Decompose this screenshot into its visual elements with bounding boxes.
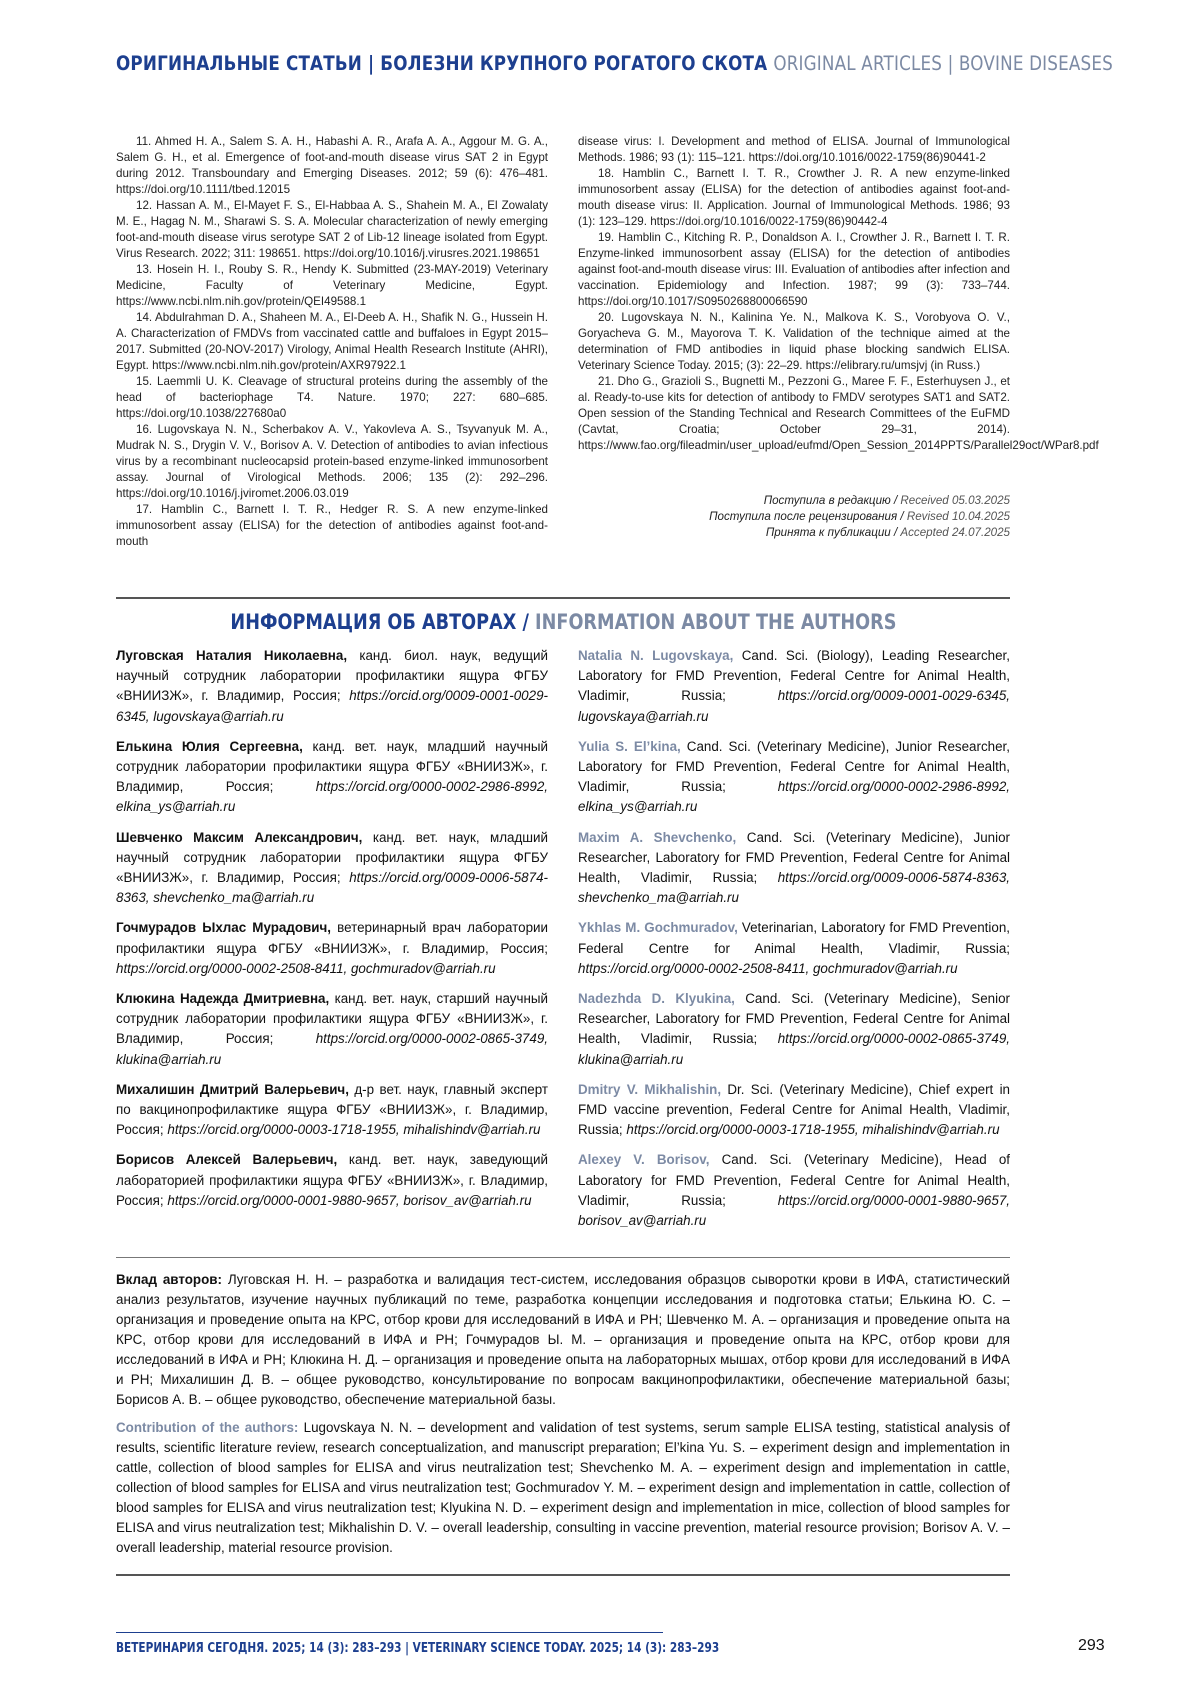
author-en-1: Natalia N. Lugovskaya, Cand. Sci. (Biology), Leading Researcher, Laboratory for FMD Prevention, Federal Centre for Animal Health, Vladimir, Russia; https://orcid.org/0009-0001-0029-6345, lugovskaya@arriah.ru (578, 648, 1010, 724)
reference-14: 14. Abdulrahman D. A., Shaheen M. A., El-Deeb A. H., Shafik N. G., Hussein H. A. Characterization of FMDVs from vaccinated cattle and buffaloes in Egypt 2015–2017. Submitted (20-NOV-2017) Virology, Animal Health Research Institute (AHRI), Egypt. https://www.ncbi.nlm.nih.gov/protein/AXR97922.1 (116, 311, 548, 372)
references-left-column (116, 134, 548, 550)
reference-21: 21. Dho G., Grazioli S., Bugnetti M., Pezzoni G., Maree F. F., Esterhuysen J., et al. Ready-to-use kits for detection of antibody to FMDV serotypes SAT1 and SAT2. Open session of the Standing Technical and Research Committees of the EuFMD (Cavtat, Croatia; October 29–31, 2014). https://www.fao.org/fileadmin/user_upload/eufmd/Open_Session_2014PPTS/Parallel29oct/WPar8.pdf (578, 375, 1099, 452)
section-divider-top (116, 597, 1010, 599)
author-en-6: Dmitry V. Mikhalishin, Dr. Sci. (Veterinary Medicine), Chief expert in FMD vaccine prevention, Federal Centre for Animal Health, Vladimir, Russia; https://orcid.org/0000-0003-1718-1955, mihalishindv@arriah.ru (578, 1081, 1010, 1138)
contribution-ru-label: Вклад авторов: (116, 1272, 222, 1287)
author-en-2: Yulia S. El’kina, Cand. Sci. (Veterinary Medicine), Junior Researcher, Laboratory for FMD Prevention, Federal Centre for Animal Health, Vladimir, Russia; https://orcid.org/0000-0002-2986-8992, elkina_ys@arriah.ru (578, 738, 1010, 815)
journal-footer: ВЕТЕРИНАРИЯ СЕГОДНЯ. 2025; 14 (3): 283–293 | VETERINARY SCIENCE TODAY. 2025; 14 (3): 283–293 (116, 1640, 720, 1656)
reference-19: 19. Hamblin C., Kitching R. P., Donaldson A. I., Crowther J. R., Barnett I. T. R. Enzyme-linked immunosorbent assay (ELISA) for the detection of antibodies against foot-and-mouth disease virus: III. Evaluation of antibodies after infection and vaccination. Epidemiology and Infection. 1987; 99 (3): 733–744. https://doi.org/10.1017/S0950268800066590 (578, 231, 1010, 308)
author-ru-4: Гочмурадов Ыхлас Мурадович, ветеринарный врач лаборатории профилактики ящура ФГБУ «ВНИИЗЖ», г. Владимир, Россия; https://orcid.org/0000-0002-2508-8411, gochmuradov@arriah.ru (116, 920, 548, 976)
author-en-7: Alexey V. Borisov, Cand. Sci. (Veterinary Medicine), Head of Laboratory for FMD Prevention, Federal Centre for Animal Health, Vladimir, Russia; https://orcid.org/0000-0001-9880-9657, borisov_av@arriah.ru (578, 1152, 1010, 1229)
accepted-date: Принята к публикации / Accepted 24.07.2025 (765, 526, 1010, 539)
contribution-en-text: Lugovskaya N. N. – development and validation of test systems, serum sample ELISA testing, statistical analysis of results, scientific literature review, research conceptualization, and manuscript preparation; El’kina Yu. S. – experiment design and implementation in cattle, collection of blood samples for ELISA and virus neutralization test; Shevchenko M. A. – experiment design and implementation in cattle, collection of blood samples for ELISA and virus neutralization test; Gochmuradov Y. M. – experiment design and implementation in cattle, collection of blood samples for ELISA and virus neutralization test; Klyukina N. D. – experiment design and implementation in mice, collection of blood samples for ELISA and virus neutralization test; Mikhalishin D. V. – overall leadership, consulting in vaccine prevention, material resource provision; Borisov A. V. – overall leadership, material resource provision. (116, 1420, 1010, 1555)
contribution-en-label: Contribution of the authors: (116, 1420, 299, 1435)
authors-en-column (578, 646, 1010, 1241)
author-ru-5: Клюкина Надежда Дмитриевна, канд. вет. наук, старший научный сотрудник лаборатории профилактики ящура ФГБУ «ВНИИЗЖ», г. Владимир, Россия; https://orcid.org/0000-0002-0865-3749, klukina@arriah.ru (116, 991, 548, 1067)
reference-16: 16. Lugovskaya N. N., Scherbakov A. V., Yakovleva A. S., Tsyvanyuk M. A., Mudrak N. S., Drygin V. V., Borisov A. V. Detection of antibodies to avian infectious virus by a recombinant nucleocapsid protein-based enzyme-linked immunosorbent assay. Journal of Virological Methods. 2006; 135 (2): 292–296. https://doi.org/10.1016/j.jviromet.2006.03.019 (116, 423, 548, 500)
article-dates (578, 493, 1010, 541)
page-number: 293 (1078, 1637, 1105, 1654)
author-ru-7: Борисов Алексей Валерьевич, канд. вет. наук, заведующий лабораторией профилактики ящура ФГБУ «ВНИИЗЖ», г. Владимир, Россия; https://orcid.org/0000-0001-9880-9657, borisov_av@arriah.ru (116, 1152, 548, 1208)
contribution-ru (116, 1270, 1010, 1410)
reference-20: 20. Lugovskaya N. N., Kalinina Ye. N., Malkova K. S., Vorobyova O. V., Goryacheva G. M., Mayorova T. K. Validation of the technique aimed at the determination of FMD antibodies in liquid phase blocking sandwich ELISA. Veterinary Science Today. 2015; (3): 22–29. https://elibrary.ru/umsjvj (in Russ.) (578, 311, 1010, 372)
author-ru-6: Михалишин Дмитрий Валерьевич, д-р вет. наук, главный эксперт по вакцинопрофилактике ящура ФГБУ «ВНИИЗЖ», г. Владимир, Россия; https://orcid.org/0000-0003-1718-1955, mihalishindv@arriah.ru (116, 1081, 548, 1138)
author-ru-2: Елькина Юлия Сергеевна, канд. вет. наук, младший научный сотрудник лаборатории профилактики ящура ФГБУ «ВНИИЗЖ», г. Владимир, Россия; https://orcid.org/0000-0002-2986-8992, elkina_ys@arriah.ru (116, 738, 548, 815)
contribution-ru-text: Луговская Н. Н. – разработка и валидация тест-систем, исследования образцов сыворотки крови в ИФА, статистический анализ результатов, изучение научных публикаций по теме, разработка концепции исследования и подготовка статьи; Елькина Ю. С. – организация и проведение опыта на КРС, отбор крови для исследований в ИФА и РН; Шевченко М. А. – организация и проведение опыта на КРС, отбор крови для исследований в ИФА и РН; Гочмурадов Ы. М. – организация и проведение опыта на КРС, отбор крови для исследований в ИФА и РН; Клюкина Н. Д. – организация и проведение опыта на лабораторных мышах, отбор крови для исследований в ИФА и РН; Михалишин Д. В. – общее руководство, консультирование по вопросам вакцинопрофилактики, обеспечение материальной базы; Борисов А. В. – общее руководство, обеспечение материальной базы. (116, 1272, 1010, 1407)
reference-17: 17. Hamblin C., Barnett I. T. R., Hedger R. S. A new enzyme-linked immunosorbent assay (ELISA) for the detection of antibodies against foot-and-mouth (116, 503, 548, 548)
authors-info-heading: ИНФОРМАЦИЯ ОБ АВТОРАХ / INFORMATION ABOUT THE AUTHORS (229, 610, 897, 634)
reference-15: 15. Laemmli U. K. Cleavage of structural proteins during the assembly of the head of bacteriophage T4. Nature. 1970; 227: 680–685. https://doi.org/10.1038/227680a0 (116, 375, 548, 420)
author-en-3: Maxim A. Shevchenko, Cand. Sci. (Veterinary Medicine), Junior Researcher, Laboratory for FMD Prevention, Federal Centre for Animal Health, Vladimir, Russia; https://orcid.org/0009-0006-5874-8363, shevchenko_ma@arriah.ru (578, 829, 1010, 906)
reference-12: 12. Hassan A. M., El-Mayet F. S., El-Habbaa A. S., Shahein M. A., El Zowalaty M. E., Hagag N. M., Sharawi S. S. A. Molecular characterization of newly emerging foot-and-mouth disease virus serotype SAT 2 of Lib-12 lineage isolated from Egypt. Virus Research. 2022; 311: 198651. https://doi.org/10.1016/j.virusres.2021.198651 (116, 199, 548, 260)
author-en-4: Ykhlas M. Gochmuradov, Veterinarian, Laboratory for FMD Prevention, Federal Centre for Animal Health, Vladimir, Russia; https://orcid.org/0000-0002-2508-8411, gochmuradov@arriah.ru (578, 920, 1010, 976)
section-divider-bottom (116, 1574, 1010, 1576)
reference-18: 18. Hamblin C., Barnett I. T. R., Crowther J. R. A new enzyme-linked immunosorbent assay (ELISA) for the detection of antibodies against foot-and-mouth disease virus: II. Application. Journal of Immunological Methods. 1986; 93 (1): 123–129. https://doi.org/10.1016/0022-1759(86)90442-4 (578, 167, 1010, 228)
author-ru-3: Шевченко Максим Александрович, канд. вет. наук, младший научный сотрудник лаборатории профилактики ящура ФГБУ «ВНИИЗЖ», г. Владимир, Россия; https://orcid.org/0009-0006-5874-8363, shevchenko_ma@arriah.ru (116, 829, 548, 906)
running-header (116, 52, 1113, 75)
footer-rule (116, 1632, 663, 1633)
author-ru-1: Луговская Наталия Николаевна, канд. биол. наук, ведущий научный сотрудник лаборатории профилактики ящура ФГБУ «ВНИИЗЖ», г. Владимир, Россия; https://orcid.org/0009-0001-0029-6345, lugovskaya@arriah.ru (116, 648, 548, 724)
authors-ru-column (116, 646, 548, 1221)
reference-17-continued: disease virus: I. Development and method of ELISA. Journal of Immunological Methods. 1986; 93 (1): 115–121. https://doi.org/10.1016/0022-1759(86)90441-2 (578, 135, 1010, 164)
contribution-en (116, 1418, 1010, 1558)
author-en-5: Nadezhda D. Klyukina, Cand. Sci. (Veterinary Medicine), Senior Researcher, Laboratory for FMD Prevention, Federal Centre for Animal Health, Vladimir, Russia; https://orcid.org/0000-0002-0865-3749, klukina@arriah.ru (578, 991, 1010, 1067)
references-right-column (578, 134, 1099, 454)
received-date: Поступила в редакцию / Received 05.03.2025 (763, 494, 1010, 507)
reference-13: 13. Hosein H. I., Rouby S. R., Hendy K. Submitted (23-MAY-2019) Veterinary Medicine, Faculty of Veterinary Medicine, Egypt. https://www.ncbi.nlm.nih.gov/protein/QEI49588.1 (116, 263, 548, 308)
header-section-ru: ОРИГИНАЛЬНЫЕ СТАТЬИ | БОЛЕЗНИ КРУПНОГО РОГАТОГО СКОТА (116, 52, 768, 75)
section-divider-middle (116, 1257, 1010, 1258)
reference-11: 11. Ahmed H. A., Salem S. A. H., Habashi A. R., Arafa A. A., Aggour M. G. A., Salem G. H., et al. Emergence of foot-and-mouth disease virus SAT 2 in Egypt during 2012. Transboundary and Emerging Diseases. 2012; 59 (6): 476–481. https://doi.org/10.1111/tbed.12015 (116, 135, 548, 196)
revised-date: Поступила после рецензирования / Revised 10.04.2025 (709, 510, 1010, 523)
header-section-en: ORIGINAL ARTICLES | BOVINE DISEASES (773, 52, 1113, 75)
